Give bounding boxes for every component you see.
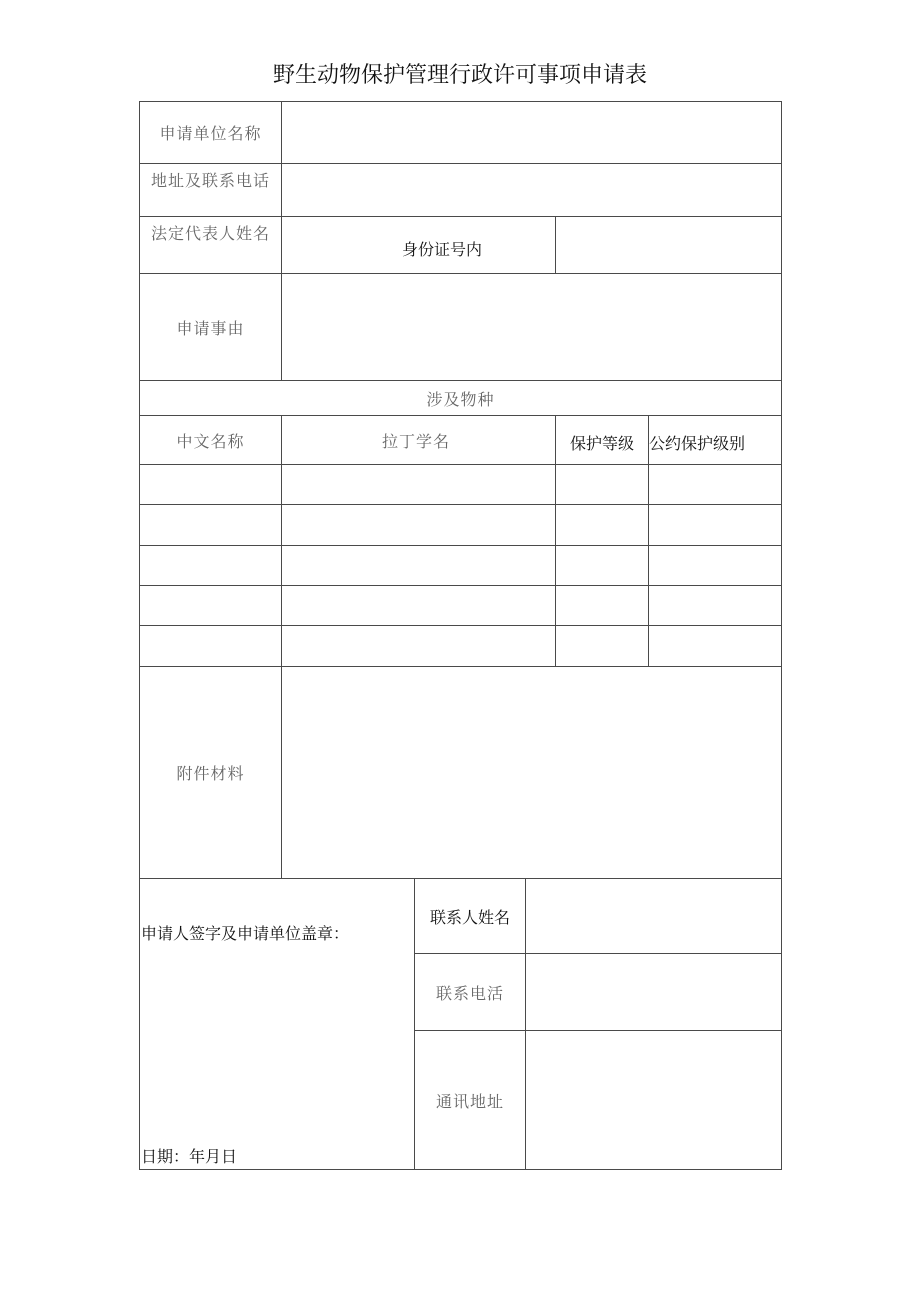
species-cell[interactable] <box>649 546 781 585</box>
id-number-field[interactable] <box>556 217 781 273</box>
species-cell[interactable] <box>282 626 555 666</box>
label-contact-phone: 联系电活 <box>435 983 504 1003</box>
mail-address-field[interactable] <box>526 1031 781 1169</box>
species-cell[interactable] <box>282 505 555 545</box>
label-date: 日期：年月日 <box>141 1146 238 1166</box>
label-legal-rep: 法定代表人姓名 <box>150 224 270 243</box>
species-cell[interactable] <box>140 586 281 625</box>
species-section-header: 涉及物种 <box>426 389 495 409</box>
species-cell[interactable] <box>649 465 781 504</box>
species-cell[interactable] <box>556 586 648 625</box>
label-mail-address: 通讯地址 <box>435 1091 504 1111</box>
label-contact-name: 联系人姓名 <box>429 907 510 927</box>
contact-phone-field[interactable] <box>526 954 781 1030</box>
col-chinese-name: 中文名称 <box>176 431 245 451</box>
address-phone-field[interactable] <box>282 164 781 216</box>
species-cell[interactable] <box>282 465 555 504</box>
contact-name-field[interactable] <box>526 879 781 953</box>
species-cell[interactable] <box>140 626 281 666</box>
species-cell[interactable] <box>556 546 648 585</box>
col-protection-level: 保护等级 <box>569 433 634 453</box>
species-cell[interactable] <box>556 465 648 504</box>
label-reason: 申请事由 <box>176 318 245 338</box>
attachments-field[interactable] <box>282 667 781 878</box>
species-cell[interactable] <box>282 586 555 625</box>
grid-line <box>781 101 782 1170</box>
applicant-unit-field[interactable] <box>282 102 781 163</box>
species-cell[interactable] <box>649 626 781 666</box>
reason-field[interactable] <box>282 274 781 380</box>
label-signature: 申请人签字及申请单位盖章： <box>141 923 350 943</box>
col-latin-name: 拉丁学名 <box>382 431 451 451</box>
label-id-number: 身份证号内 <box>402 239 483 259</box>
label-applicant-unit: 申请单位名称 <box>159 124 262 143</box>
species-cell[interactable] <box>140 546 281 585</box>
species-cell[interactable] <box>556 626 648 666</box>
col-convention-level: 公约保护级别 <box>649 433 746 453</box>
label-attachments: 附件材料 <box>176 764 245 783</box>
species-cell[interactable] <box>556 505 648 545</box>
species-cell[interactable] <box>649 586 781 625</box>
species-cell[interactable] <box>649 505 781 545</box>
form-title: 野生动物保护管理行政许可事项申请表 <box>272 63 647 88</box>
species-cell[interactable] <box>282 546 555 585</box>
species-cell[interactable] <box>140 505 281 545</box>
grid-line <box>139 1169 782 1170</box>
species-cell[interactable] <box>140 465 281 504</box>
label-address-phone: 地址及联系电话 <box>150 171 270 190</box>
